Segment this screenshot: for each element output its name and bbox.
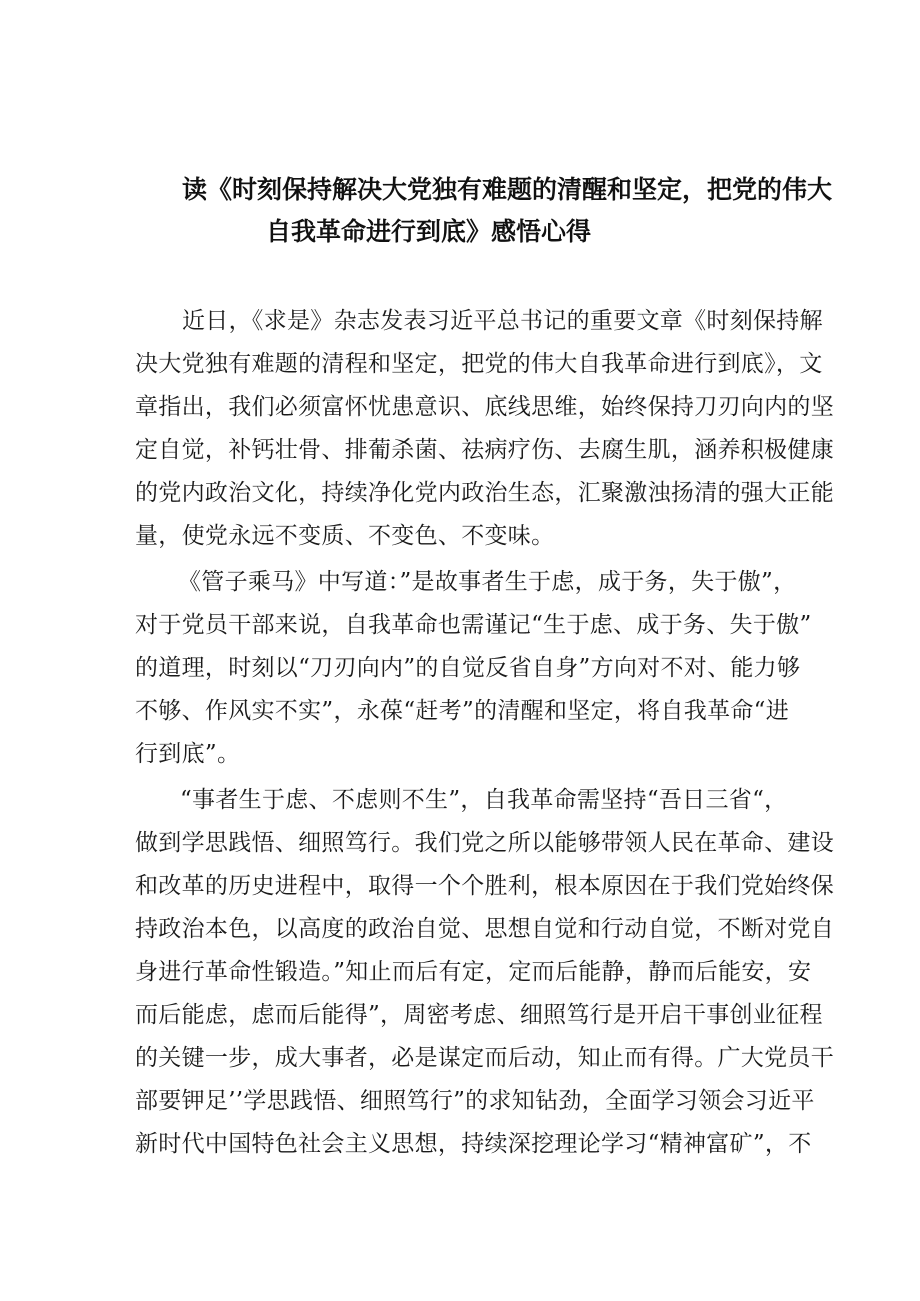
paragraph-3-line-2: 做到学思践悟、细照笃行。我们党之所以能够带领人民在革命、建设 [135,830,834,856]
paragraph-3-line-5: 身进行革命性锻造。”知止而后有定，定而后能静，静而后能安，安 [135,959,812,985]
paragraph-3-line-4: 持政治本色，以高度的政治自觉、思想自觉和行动自觉，不断对党自 [135,916,834,942]
paragraph-2-line-3: 的道理，时刻以“刀刃向内”的自觉反省自身”方向对不对、能力够 [135,655,801,681]
paragraph-1-line-2: 决大党独有难题的清程和坚定，把党的伟大自我革命进行到底》，文 [135,351,823,377]
paragraph-2-line-2: 对于党员干部来说，自我革命也需谨记“生于虑、成于务、失于傲” [135,612,812,638]
paragraph-2-line-1: 《管子乘马》中写道：”是故事者生于虑，成于务，失于傲”， [178,569,797,595]
paragraph-3-line-1: “事者生于虑、不虑则不生”，自我革命需坚持“吾日三省“， [180,787,788,813]
document-title-line-1: 读《时刻保持解决大党独有难题的清醒和坚定，把党的伟大 [182,175,833,204]
paragraph-1-line-3: 章指出，我们必须富怀忧患意识、底线思维，始终保持刀刃向内的坚 [135,394,834,420]
paragraph-1-line-6: 量，使党永远不变质、不变色、不变味。 [135,523,555,549]
paragraph-3-line-8: 部要钾足’’学思践悟、细照笃行”的求知钻劲，全面学习领会习近平 [135,1088,815,1114]
paragraph-2-line-5: 行到底”。 [135,741,241,767]
document-title-line-2: 自我革命进行到底》感悟心得 [266,217,592,246]
paragraph-1-line-1: 近日，《求是》杂志发表习近平总书记的重要文章《时刻保持解 [182,308,823,334]
paragraph-3-line-9: 新时代中国特色社会主义思想，持续深挖理论学习“精神富矿”，不 [135,1131,812,1157]
paragraph-1-line-5: 的党内政治文化，持续净化党内政治生态，汇聚激浊扬清的强大正能 [135,480,834,506]
paragraph-3-line-3: 和改革的历史进程中，取得一个个胜利，根本原因在于我们党始终保 [135,873,834,899]
paragraph-3-line-6: 而后能虑，虑而后能得”，周密考虑、细照笃行是开启干事创业征程 [135,1002,823,1028]
paragraph-1-line-4: 定自觉，补钙壮骨、排葡杀菌、祛病疗伤、去腐生肌，涵养积极健康 [135,437,834,463]
paragraph-2-line-4: 不够、作风实不实”，永葆“赶考”的清醒和坚定，将自我革命“进 [135,698,790,724]
paragraph-3-line-7: 的关键一步，成大事者，必是谋定而后动，知止而有得。广大党员干 [135,1045,834,1071]
